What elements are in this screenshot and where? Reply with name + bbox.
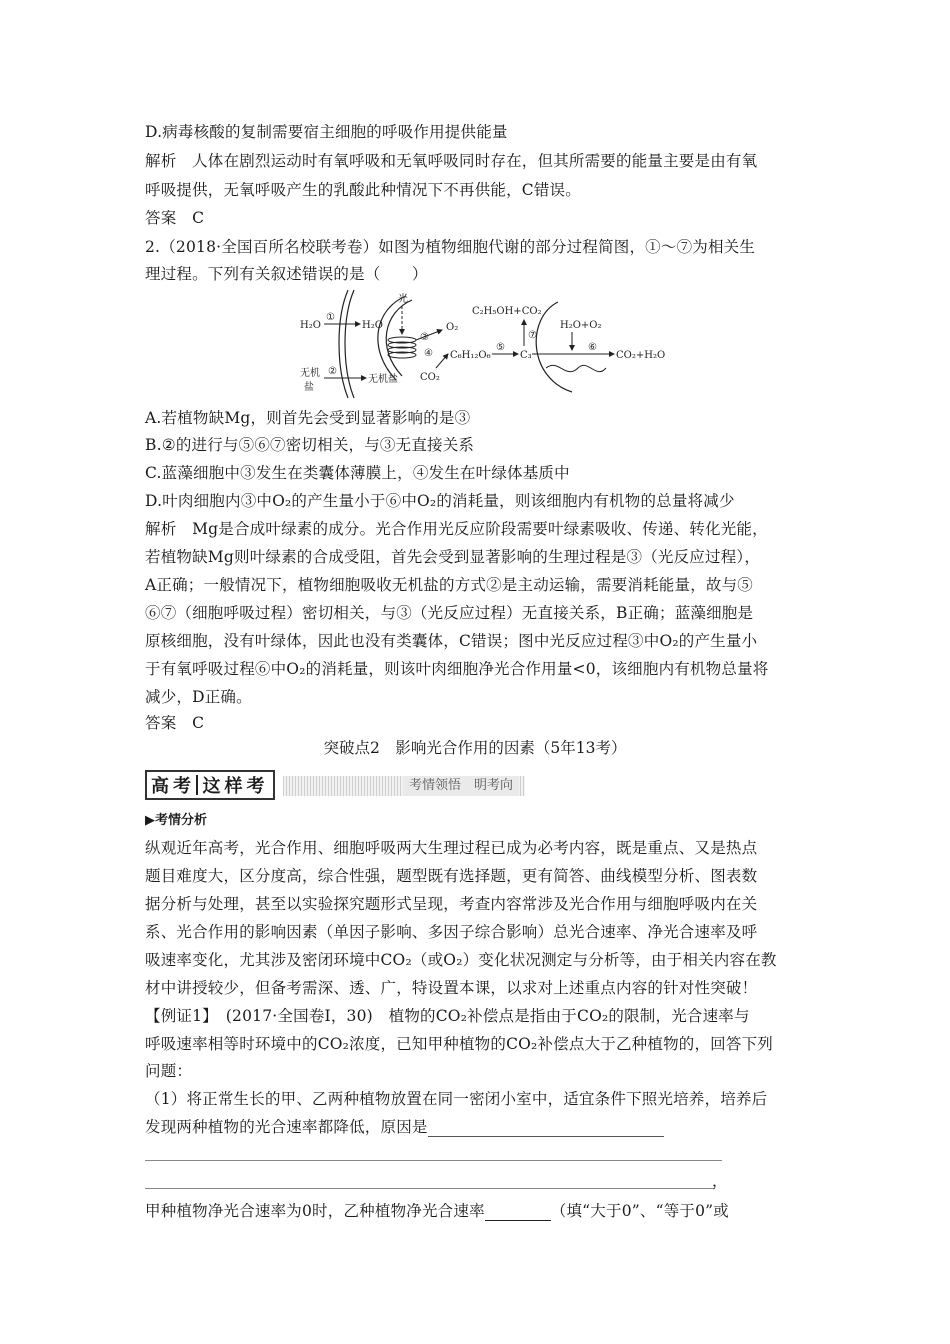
example-stem: 呼吸速率相等时环境中的CO₂浓度，已知甲种植物的CO₂补偿点大于乙种植物的，回答下列	[145, 1035, 773, 1053]
analysis-line: 题目难度大，区分度高，综合性强，题型既有选择题，更有简答、曲线模型分析、图表数	[145, 867, 758, 885]
banner-char: 高	[151, 776, 169, 797]
analysis-heading: ▶考情分析	[145, 813, 207, 828]
option-b: B.②的进行与⑤⑥⑦密切相关，与③无直接关系	[145, 436, 475, 454]
explanation-line: 呼吸提供，无氧呼吸产生的乳酸此种情况下不再供能，C错误。	[145, 181, 581, 199]
cell-metabolism-diagram	[296, 288, 706, 400]
cell-membrane-line	[345, 290, 354, 398]
banner-char: 样	[224, 776, 243, 797]
subquestion-text: （填“大于0”、“等于0”或	[550, 1202, 729, 1220]
explanation-line: 原核细胞，没有叶绿体，因此也没有类囊体，C错误；图中光反应过程③中O₂的产生量小	[145, 632, 758, 650]
explanation-line: 解析 人体在剧烈运动时有氧呼吸和无氧呼吸同时存在，但其所需要的能量主要是由有氧	[145, 152, 758, 170]
explanation-line: A正确；一般情况下，植物细胞吸收无机盐的方式②是主动运输，需要消耗能量，故与⑤	[145, 576, 753, 594]
label-ethanol: C₂H₅OH+CO₂	[472, 306, 542, 317]
label-co2-h2o: CO₂+H₂O	[616, 350, 666, 361]
label-h2o-o2: H₂O+O₂	[560, 320, 602, 331]
label-salt-in: 无机盐	[368, 374, 398, 385]
analysis-line: 系、光合作用的影响因素（单因子影响、多因子综合影响）总光合速率、净光合速率及呼	[145, 923, 758, 941]
answer-line: 答案 C	[145, 714, 205, 732]
label-co2: CO₂	[420, 372, 440, 383]
answer-blank[interactable]	[428, 1120, 664, 1137]
diagram-svg	[296, 288, 706, 400]
question-2-stem: 理过程。下列有关叙述错误的是（ ）	[145, 265, 428, 283]
label-glucose: C₆H₁₂O₆	[450, 350, 491, 361]
label-process-3: ③	[420, 332, 429, 343]
explanation-line: 解析 Mg是合成叶绿素的成分。光合作用光反应阶段需要叶绿素吸收、传递、转化光能，	[145, 520, 768, 538]
label-c3: C₃	[520, 350, 532, 361]
cell-wall-line	[339, 290, 348, 398]
answer-fill-line[interactable]	[145, 1160, 722, 1161]
example-stem: 问题：	[145, 1062, 193, 1080]
label-process-6: ⑥	[588, 342, 597, 353]
comma-mark: ，	[712, 1172, 728, 1190]
explanation-line: ⑥⑦（细胞呼吸过程）密切相关，与③（光反应过程）无直接关系，B正确；蓝藻细胞是	[145, 604, 754, 622]
banner-divider	[196, 775, 198, 795]
analysis-line: 据分析与处理，甚至以实验探究题形式呈现，考查内容常涉及光合作用与细胞呼吸内在关	[145, 895, 758, 913]
label-process-5: ⑤	[496, 342, 505, 353]
option-c: C.蓝藻细胞中③发生在类囊体薄膜上，④发生在叶绿体基质中	[145, 464, 570, 482]
label-process-4: ④	[424, 348, 433, 359]
analysis-line: 吸速率变化，尤其涉及密闭环境中CO₂（或O₂）变化状况测定与分析等，由于相关内容在教	[145, 951, 777, 969]
label-h2o-in: H₂O	[362, 320, 383, 331]
subquestion-1-text: 发现两种植物的光合速率都降低，原因是	[145, 1118, 428, 1136]
option-d: D.叶肉细胞内③中O₂的产生量小于⑥中O₂的消耗量，则该细胞内有机物的总量将减少	[145, 492, 735, 510]
banner-char: 考	[173, 776, 191, 797]
label-light: 光	[398, 294, 408, 305]
mitochondrion-outer	[536, 302, 572, 392]
banner-title	[145, 770, 267, 800]
answer-blank[interactable]	[485, 1204, 551, 1221]
label-salt-left-1: 无机	[300, 368, 320, 379]
subquestion-1	[145, 1117, 664, 1137]
answer-line: 答案 C	[145, 209, 205, 227]
label-process-1: ①	[326, 312, 335, 323]
answer-fill-line[interactable]	[145, 1188, 715, 1189]
exam-banner	[145, 770, 525, 800]
banner-char: 这	[202, 776, 221, 797]
explanation-line: 若植物缺Mg则叶绿素的合成受阻，首先会受到显著影响的生理过程是③（光反应过程），	[145, 548, 761, 566]
option-d-prev: D.病毒核酸的复制需要宿主细胞的呼吸作用提供能量	[145, 123, 508, 141]
subquestion-1: （1）将正常生长的甲、乙两种植物放置在同一密闭小室中，适宜条件下照光培养，培养后	[145, 1090, 768, 1108]
subquestion-text: 甲种植物净光合速率为0时，乙种植物净光合速率	[145, 1202, 485, 1220]
label-salt-left-2: 盐	[304, 382, 314, 393]
banner-stripe	[283, 776, 525, 796]
analysis-line: 材中讲授较少，但备考需深、透、广，特设置本课，以求对上述重点内容的针对性突破！	[145, 979, 758, 997]
explanation-line: 减少，D正确。	[145, 688, 252, 706]
banner-tag: 考情领悟 明考向	[403, 776, 519, 796]
question-2-stem: 2.（2018·全国百所名校联考卷）如图为植物细胞代谢的部分过程简图，①～⑦为相关生	[145, 238, 756, 256]
example-stem: 【例证1】 (2017·全国卷Ⅰ，30) 植物的CO₂补偿点是指由于CO₂的限制，光合速率与	[145, 1007, 750, 1025]
section-title: 突破点2 影响光合作用的因素（5年13考）	[323, 739, 627, 757]
label-process-7: ⑦	[528, 330, 537, 341]
label-o2: O₂	[446, 322, 459, 333]
banner-char: 考	[246, 776, 265, 797]
option-a: A.若植物缺Mg，则首先会受到显著影响的是③	[145, 409, 471, 427]
label-h2o-left: H₂O	[300, 320, 321, 331]
explanation-line: 于有氧呼吸过程⑥中O₂的消耗量，则该叶肉细胞净光合作用量<0，该细胞内有机物总量将	[145, 660, 769, 678]
label-process-2: ②	[328, 366, 337, 377]
analysis-line: 纵观近年高考，光合作用、细胞呼吸两大生理过程已成为必考内容，既是重点、又是热点	[145, 839, 758, 857]
subquestion-1-cont	[145, 1201, 729, 1221]
